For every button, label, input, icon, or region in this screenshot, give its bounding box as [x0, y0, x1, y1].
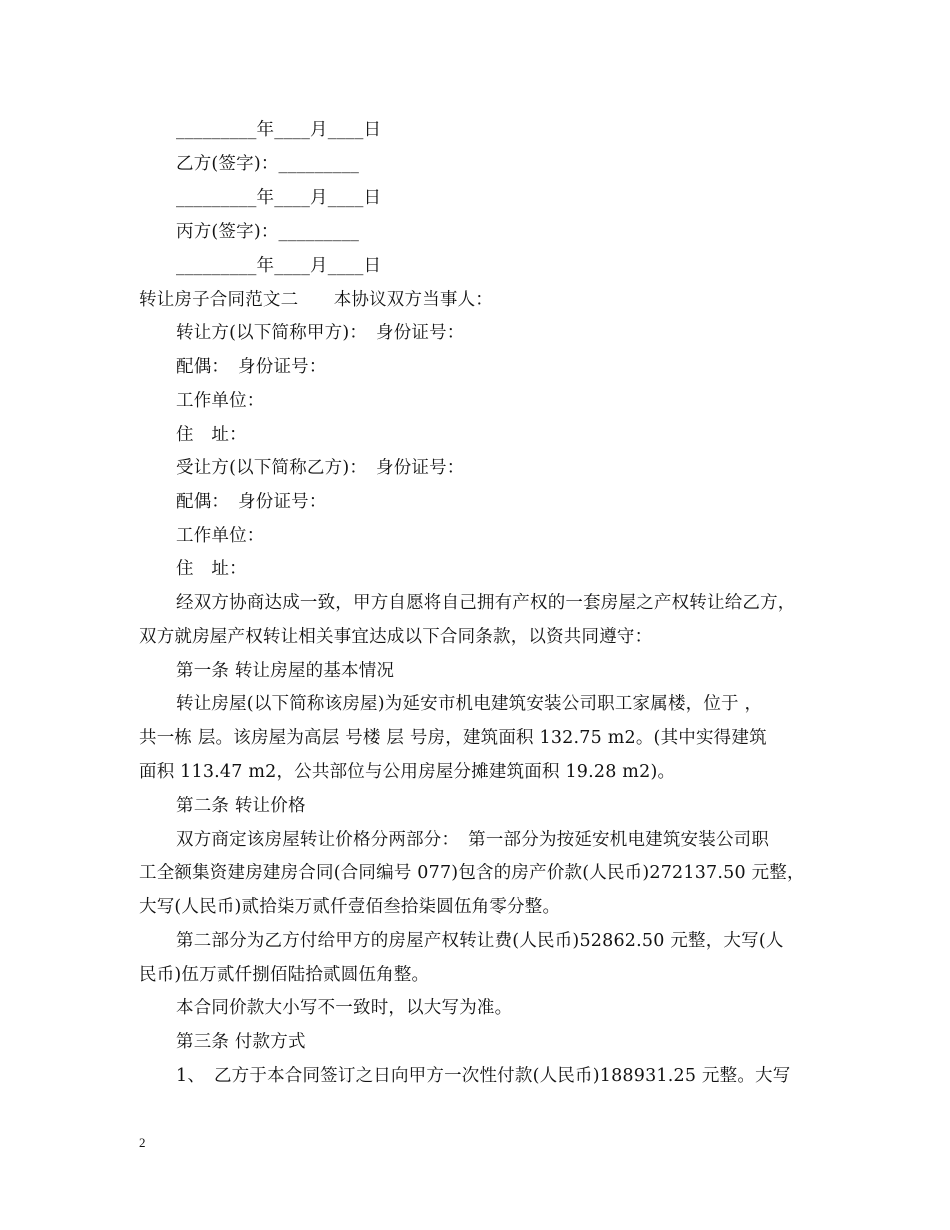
paragraph-line: 第二部分为乙方付给甲方的房屋产权转让费(人民币)52862.50 元整，大写(人: [176, 931, 784, 951]
paragraph-line: 共一栋 层。该房屋为高层 号楼 层 号房，建筑面积 132.75 m2。(其中实得建筑: [139, 728, 767, 748]
transferee-line: 受让方(以下简称乙方)： 身份证号：: [176, 458, 465, 478]
page-number: 2: [139, 1135, 146, 1150]
transferor-line: 转让方(以下简称甲方)： 身份证号：: [176, 323, 465, 343]
article-3-heading: 第三条 付款方式: [176, 1032, 306, 1052]
transferor-spouse: 配偶： 身份证号：: [176, 357, 327, 377]
date-line-2: _________年____月____日: [176, 188, 382, 208]
date-line-1: _________年____月____日: [176, 120, 382, 140]
paragraph-line: 大写(人民币)贰拾柒万贰仟壹佰叁拾柒圆伍角零分整。: [139, 897, 561, 917]
paragraph-line: 转让房屋(以下简称该房屋)为延安市机电建筑安装公司职工家属楼，位于 ，: [176, 694, 763, 714]
article-2-heading: 第二条 转让价格: [176, 796, 306, 816]
transferor-address: 住 址：: [176, 425, 247, 445]
transferor-workplace: 工作单位：: [176, 391, 265, 411]
paragraph-line: 本合同价款大小写不一致时，以大写为准。: [176, 998, 513, 1018]
transferee-address: 住 址：: [176, 559, 247, 579]
date-line-3: _________年____月____日: [176, 256, 382, 276]
article-1-heading: 第一条 转让房屋的基本情况: [176, 661, 395, 681]
paragraph-line: 经双方协商达成一致，甲方自愿将自己拥有产权的一套房屋之产权转让给乙方，: [176, 593, 796, 613]
paragraph-line: 双方就房屋产权转让相关事宜达成以下合同条款，以资共同遵守：: [139, 627, 653, 647]
party-b-signature: 乙方(签字)：_________: [176, 154, 360, 174]
paragraph-line: 面积 113.47 m2，公共部位与公用房屋分摊建筑面积 19.28 m2)。: [139, 762, 676, 782]
paragraph-line: 民币)伍万贰仟捌佰陆拾贰圆伍角整。: [139, 965, 430, 985]
paragraph-line: 1、 乙方于本合同签订之日向甲方一次性付款(人民币)188931.25 元整。大写: [176, 1066, 791, 1086]
contract-title: 转让房子合同范文二 本协议双方当事人：: [139, 290, 493, 310]
transferee-spouse: 配偶： 身份证号：: [176, 492, 327, 512]
paragraph-line: 双方商定该房屋转让价格分两部分： 第一部分为按延安机电建筑安装公司职: [176, 830, 770, 850]
paragraph-line: 工全额集资建房建房合同(合同编号 077)包含的房产价款(人民币)272137.50 元整，: [139, 863, 805, 883]
party-c-signature: 丙方(签字)：_________: [176, 222, 360, 242]
transferee-workplace: 工作单位：: [176, 526, 265, 546]
